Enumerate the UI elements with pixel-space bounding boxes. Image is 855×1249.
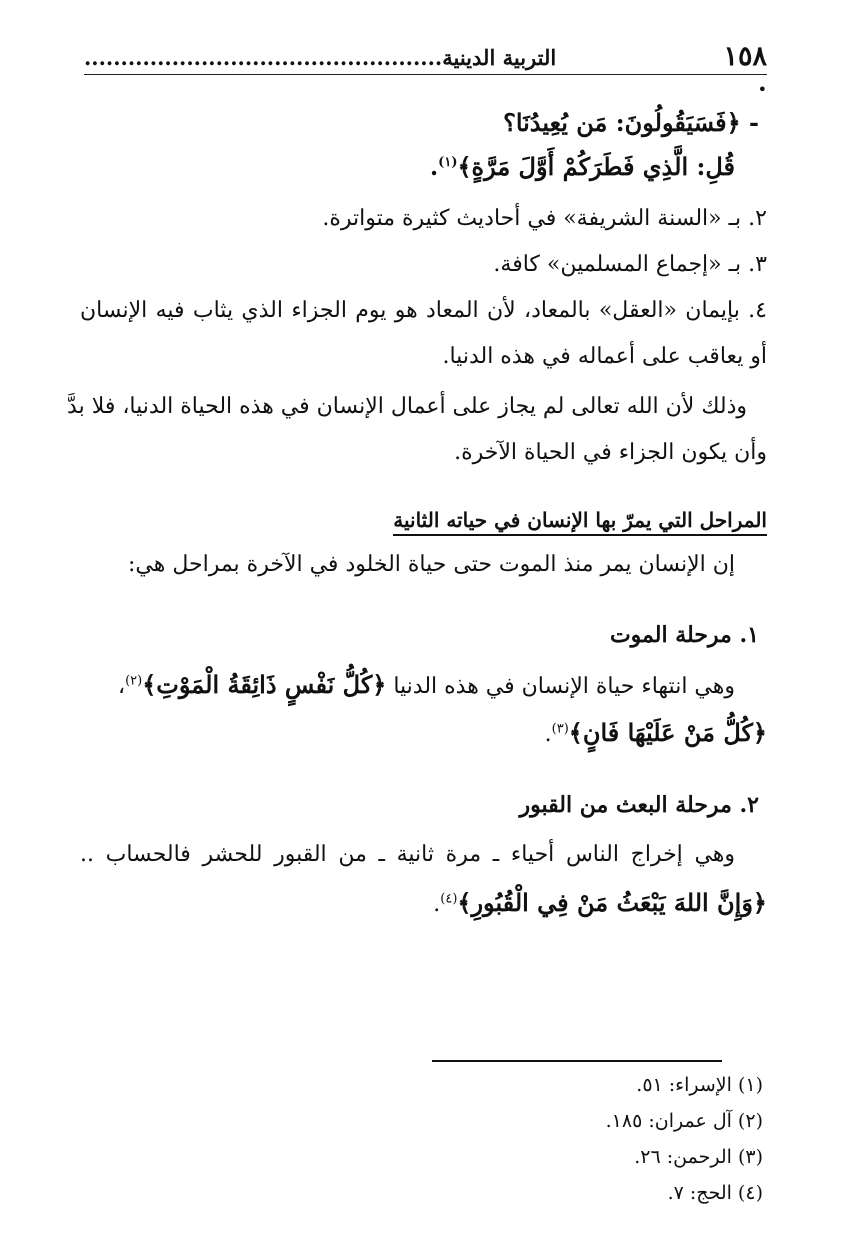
stage-2-title: ٢. مرحلة البعث من القبور [519,792,759,818]
section-intro: إن الإنسان يمر منذ الموت حتى حياة الخلود في الآخرة بمراحل هي: [127,552,735,577]
stage-1-title: ١. مرحلة الموت [609,622,759,648]
stage-1-verse-a: ﴿كُلُّ نَفْسٍ ذَائِقَةُ الْمَوْتِ﴾ [142,670,387,699]
stage-1-line-1 [80,670,735,699]
proof-item-4-line-2: أو يعاقب على أعماله في هذه الدنيا. [442,344,767,369]
verse-line-2: قُلِ: الَّذِي فَطَرَكُمْ أَوَّلَ مَرَّةٍ﴾$^{(١)}$. [429,152,735,181]
stage-1-verse-b: ﴿كُلُّ مَنْ عَلَيْهَا فَانٍ﴾ [568,718,767,747]
paragraph-line-1: وذلك لأن الله تعالى لم يجاز على أعمال الإنسان في هذه الحياة الدنيا، فلا بدَّ [67,394,747,419]
footnote-2: (٢) آل عمران: ١٨٥. [605,1110,763,1132]
footnote-1: (١) الإسراء: ٥١. [636,1074,763,1096]
footnote-ref-2: (٢) [125,673,143,689]
proof-item-2: ٢. بـ «السنة الشريفة» في أحاديث كثيرة متواترة. [322,206,767,231]
stage-1-text: وهي انتهاء حياة الإنسان في هذه الدنيا [393,674,735,699]
header-dot: • [757,80,767,99]
footnote-ref-3: (٣) [551,721,569,737]
footnote-divider [432,1060,722,1062]
stage-2-text: وهي إخراج الناس أحياء ـ مرة ثانية ـ من القبور للحشر فالحساب .. [80,842,735,867]
proof-item-3: ٣. بـ «إجماع المسلمين» كافة. [493,252,767,277]
running-header [84,38,767,75]
footnote-ref-4: (٤) [440,891,458,907]
header-title: التربية الدينية [442,45,557,70]
verse-text-2: قُلِ: الَّذِي فَطَرَكُمْ أَوَّلَ مَرَّةٍ﴾ [457,152,735,181]
verse-text-1: ﴿فَسَيَقُولُونَ: مَن يُعِيدُنَا؟ [503,108,741,137]
stage-2-verse: ﴿وَإِنَّ اللهَ يَبْعَثُ مَنْ فِي الْقُبُورِ﴾ [457,888,767,917]
footnote-3: (٣) الرحمن: ٢٦. [634,1146,763,1168]
stage-1-separator: ، [117,674,126,699]
verse-dash: - [749,108,759,137]
page-number: ١٥٨ [723,41,767,72]
paragraph-line-2: وأن يكون الجزاء في الحياة الآخرة. [454,440,767,465]
section-heading: المراحل التي يمرّ بها الإنسان في حياته الثانية [393,508,767,536]
verse-line-1 [80,108,759,137]
book-title [84,45,556,74]
stage-1-line-2: ﴿كُلُّ مَنْ عَلَيْهَا فَانٍ﴾$^{(٣)}$. [544,718,767,747]
proof-item-4-line-1: ٤. بإيمان «العقل» بالمعاد، لأن المعاد هو يوم الجزاء الذي يثاب فيه الإنسان [80,298,767,323]
leader-dots: ................................................. [84,45,443,70]
stage-2-verse-line: ﴿وَإِنَّ اللهَ يَبْعَثُ مَنْ فِي الْقُبُورِ﴾$^{(٤)}$. [433,888,767,917]
footnote-4: (٤) الحج: ٧. [667,1182,763,1204]
footnote-ref-1: (١) [438,155,458,170]
